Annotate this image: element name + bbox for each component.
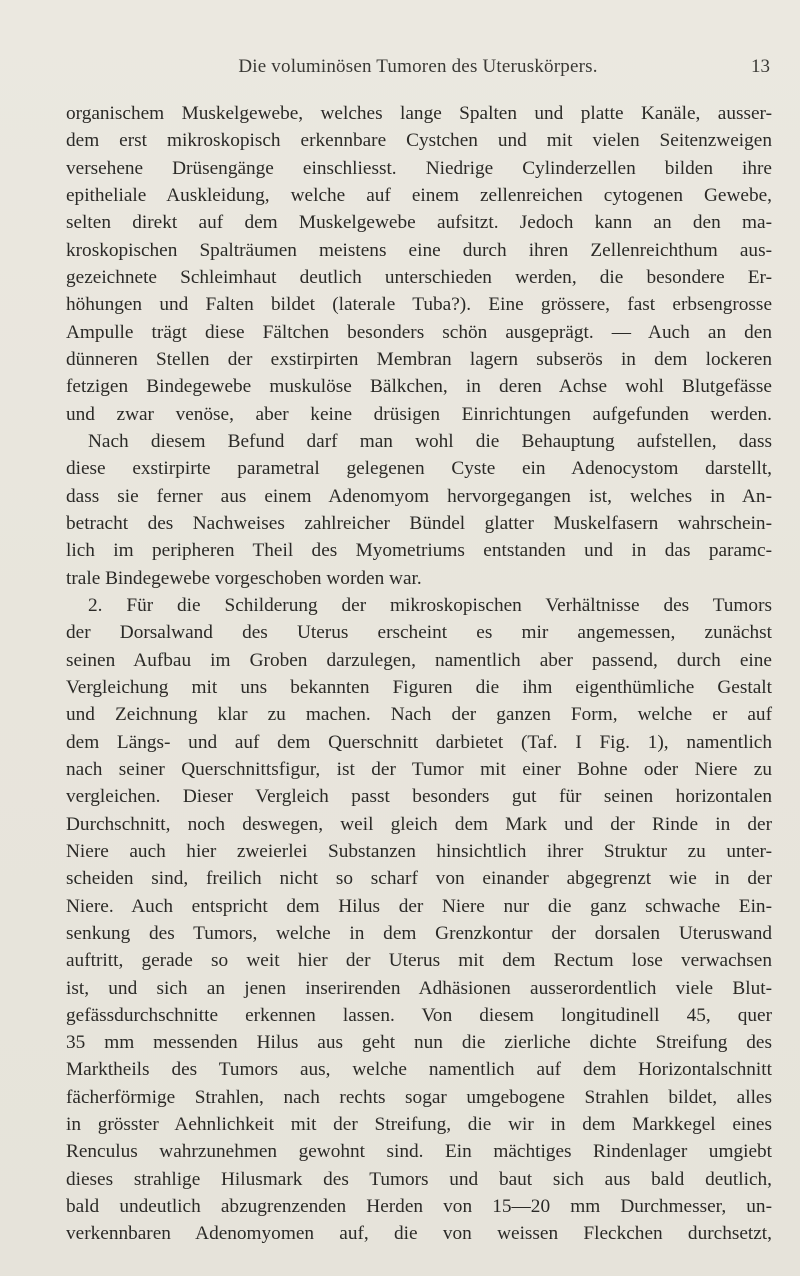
text-line: 35 mm messenden Hilus aus geht nun die zierliche dichte Streifung des [66,1032,772,1054]
text-line: diese exstirpirte parametral gelegenen Cyste ein Adenocystom darstellt, [66,458,772,480]
text-line: fächerförmige Strahlen, nach rechts sogar umgebogene Strahlen bildet, alles [66,1086,772,1108]
text-line: Niere auch hier zweierlei Substanzen hinsichtlich ihrer Struktur zu unter- [66,840,772,862]
text-line: in grösster Aehnlichkeit mit der Streifung, die wir in dem Markkegel eines [66,1114,772,1136]
text-line: Nach diesem Befund darf man wohl die Behauptung aufstellen, dass [88,430,772,452]
text-line: selten direkt auf dem Muskelgewebe aufsitzt. Jedoch kann an den ma- [66,212,772,234]
text-line: gefässdurchschnitte erkennen lassen. Von diesem longitudinell 45, quer [66,1004,772,1026]
text-line: dieses strahlige Hilusmark des Tumors und baut sich aus bald deutlich, [66,1168,772,1190]
text-line [66,1248,772,1275]
text-line: der Dorsalwand des Uterus erscheint es mir angemessen, zunächst [66,622,772,644]
text-line: und zwar venöse, aber keine drüsigen Einrichtungen aufgefunden werden. [66,403,772,425]
text-line: auftritt, gerade so weit hier der Uterus mit dem Rectum lose verwachsen [66,950,772,972]
text-line: Renculus wahrzunehmen gewohnt sind. Ein mächtiges Rindenlager umgiebt [66,1141,772,1163]
text-line: dass sie ferner aus einem Adenomyom hervorgegangen ist, welches in An- [66,485,772,507]
text-line: gezeichnete Schleimhaut deutlich unterschieden werden, die besondere Er- [66,266,772,288]
text-line: nach seiner Querschnittsfigur, ist der Tumor mit einer Bohne oder Niere zu [66,758,772,780]
running-head-title: Die voluminösen Tumoren des Uteruskörpers. [238,56,598,77]
text-line: senkung des Tumors, welche in dem Grenzkontur der dorsalen Uteruswand [66,922,772,944]
text-line: ist, und sich an jenen inserirenden Adhäsionen ausserordentlich viele Blut- [66,977,772,999]
text-line: Marktheils des Tumors aus, welche namentlich auf dem Horizontalschnitt [66,1059,772,1081]
text-line: Ampulle trägt diese Fältchen besonders schön ausgeprägt. — Auch an den [66,321,772,343]
text-line: und Zeichnung klar zu machen. Nach der ganzen Form, welche er auf [66,704,772,726]
text-line: scheiden sind, freilich nicht so scharf von einander abgegrenzt wie in der [66,868,772,890]
text-line: dem erst mikroskopisch erkennbare Cystchen und mit vielen Seitenzweigen [66,130,772,152]
text-line: Durchschnitt, noch deswegen, weil gleich dem Mark und der Rinde in der [66,813,772,835]
page-number: 13 [751,56,770,77]
text-line: betracht des Nachweises zahlreicher Bündel glatter Muskelfasern wahrschein- [66,512,772,534]
text-line: höhungen und Falten bildet (laterale Tuba?). Eine grössere, fast erbsengrosse [66,294,772,316]
text-line: dem Längs- und auf dem Querschnitt darbietet (Taf. I Fig. 1), namentlich [66,731,772,753]
text-line: 2. Für die Schilderung der mikroskopischen Verhältnisse des Tumors [88,594,772,616]
text-line: verkennbaren Adenomyomen auf, die von weissen Fleckchen durchsetzt, [66,1223,772,1245]
text-line: bald undeutlich abzugrenzenden Herden von 15—20 mm Durchmesser, un- [66,1196,772,1218]
text-line: vergleichen. Dieser Vergleich passt besonders gut für seinen horizontalen [66,786,772,808]
text-line: versehene Drüsengänge einschliesst. Niedrige Cylinderzellen bilden ihre [66,157,772,179]
text-line: Niere. Auch entspricht dem Hilus der Niere nur die ganz schwache Ein- [66,895,772,917]
text-line: Vergleichung mit uns bekannten Figuren die ihm eigenthümliche Gestalt [66,676,772,698]
text-line: kroskopischen Spalträumen meistens eine durch ihren Zellenreichthum aus- [66,239,772,261]
text-line: trale Bindegewebe vorgeschoben worden war. [66,567,422,589]
text-line: seinen Aufbau im Groben darzulegen, namentlich aber passend, durch eine [66,649,772,671]
text-line: fetzigen Bindegewebe muskulöse Bälkchen, in deren Achse wohl Blutgefässe [66,376,772,398]
text-line: organischem Muskelgewebe, welches lange Spalten und platte Kanäle, ausser- [66,103,772,124]
running-head [66,56,770,86]
body-text [66,100,772,1275]
text-line: lich im peripheren Theil des Myometriums entstanden und in das paramc- [66,540,772,562]
text-line: dünneren Stellen der exstirpirten Membran lagern subserös in dem lockeren [66,348,772,370]
text-line: epitheliale Auskleidung, welche auf einem zellenreichen cytogenen Gewebe, [66,184,772,206]
